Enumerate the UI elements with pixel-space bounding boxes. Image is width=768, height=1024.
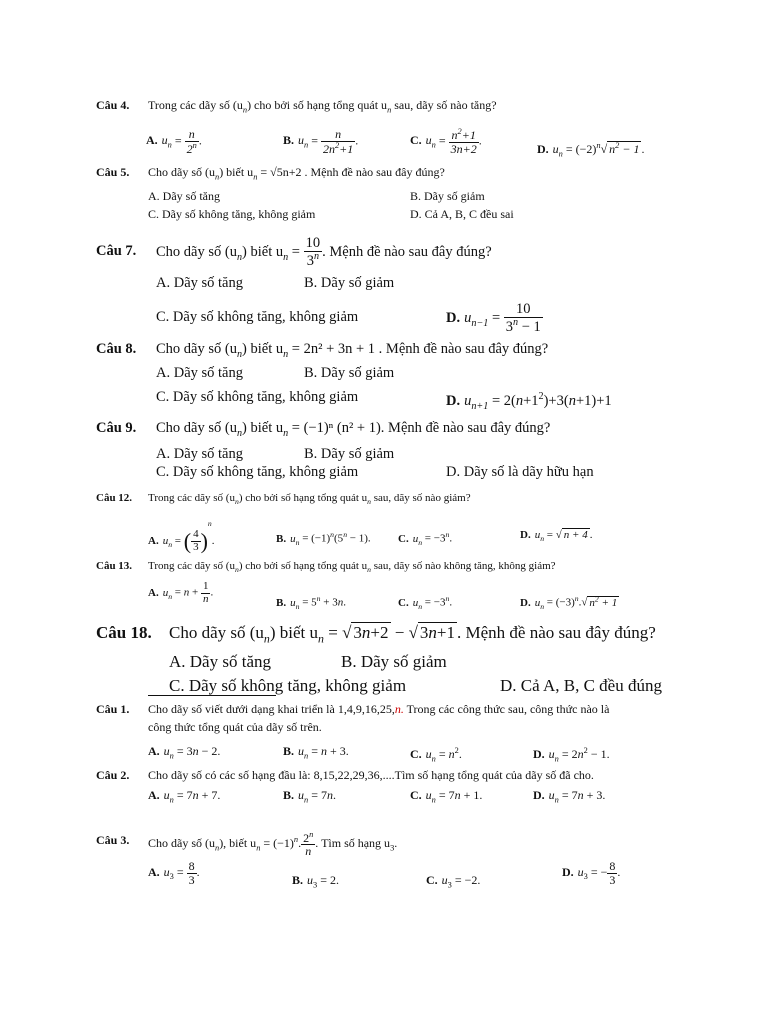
question-label: Câu 3. bbox=[96, 833, 130, 847]
question-stem-line2: công thức tổng quát của dãy số trên. bbox=[148, 720, 322, 734]
option-c[interactable]: C. Dãy số không tăng, không giảm bbox=[169, 676, 407, 695]
option-a[interactable]: A. $u_n$ = ( $\frac{4}{3}$ )$^n$. bbox=[148, 519, 215, 554]
question-12 bbox=[96, 489, 728, 553]
option-b[interactable]: B. Dãy số giảm bbox=[304, 446, 395, 462]
question-4 bbox=[96, 96, 728, 164]
option-c[interactable]: C. Dãy số không tăng, không giảm bbox=[148, 207, 316, 221]
option-b[interactable]: B. Dãy số giảm bbox=[304, 275, 395, 291]
option-d[interactable]: D. Dãy số là dãy hữu hạn bbox=[446, 464, 594, 480]
option-c[interactable]: C. $u_n = -3^n$. bbox=[398, 530, 453, 547]
question-label: Câu 5. bbox=[96, 165, 130, 179]
question-stem: Cho dãy số $(u_n)$ biết $u_n = 2n^2 + 3n + 1$ . Mệnh đề nào sau đây đúng? bbox=[156, 341, 549, 360]
option-d[interactable]: D. $u_n = 7n + 3$. bbox=[533, 788, 606, 805]
question-stem: Cho dãy số có các số hạng đầu là: 8,15,22,29,36,....Tìm số hạng tổng quát của dãy số đã cho. bbox=[148, 768, 594, 782]
option-b[interactable]: B. $u_n = n + 3$. bbox=[283, 744, 349, 761]
option-d[interactable]: D. $u_n = (-2)^n√$ $n^2 - 1$ . bbox=[537, 141, 645, 159]
option-c[interactable]: C. Dãy số không tăng, không giảm bbox=[156, 464, 359, 480]
question-9 bbox=[96, 419, 728, 481]
question-7 bbox=[96, 235, 728, 336]
option-a[interactable]: A. $u_n = n$ + $\frac{1}{n}$ . bbox=[148, 580, 214, 605]
question-label: Câu 4. bbox=[96, 98, 130, 112]
question-stem: Trong các dãy số $(u_n)$ cho bởi số hạng tổng quát $u_n$ sau, dãy số nào giảm? bbox=[148, 492, 471, 507]
question-stem: Cho dãy số $(u_n)$ biết $u_n = (-1)^n$ (n² + 1). Mệnh đề nào sau đây đúng? bbox=[156, 420, 551, 439]
option-b[interactable]: B. Dãy số giảm bbox=[341, 652, 447, 671]
option-c[interactable]: C. $u_n$ = $\frac{n^2+1}{3n+2}$ . bbox=[410, 127, 482, 156]
underline-mark bbox=[148, 695, 276, 696]
question-stem: Cho dãy số $(u_n)$, biết $u_n = (-1)^n$. $\frac{2^n}{n}$ . Tìm số hạng $u_3$. bbox=[148, 829, 398, 859]
option-d[interactable]: D. $u_{n-1}$ = $\frac{10}{3^n - 1}$ bbox=[446, 301, 541, 336]
question-label: Câu 9. bbox=[96, 420, 137, 436]
option-c[interactable]: C. $u_n = -3^n$. bbox=[398, 594, 453, 611]
question-label: Câu 13. bbox=[96, 560, 133, 572]
option-a[interactable]: A. Dãy số tăng bbox=[169, 652, 271, 671]
option-a[interactable]: A. $u_3$ = $\frac{8}{3}$ . bbox=[148, 859, 200, 887]
option-b[interactable]: B. Dãy số giảm bbox=[304, 365, 395, 381]
question-label: Câu 12. bbox=[96, 492, 133, 504]
option-b[interactable]: B. $u_n = 5^n + 3n$. bbox=[276, 594, 346, 611]
question-2 bbox=[96, 766, 728, 804]
option-b[interactable]: B. Dãy số giảm bbox=[410, 189, 485, 203]
question-label: Câu 1. bbox=[96, 702, 130, 716]
question-5 bbox=[96, 163, 728, 223]
option-d[interactable]: D. $u_n = (-3)^n.√$ $n^2 + 1$ bbox=[520, 594, 618, 611]
option-a[interactable]: A. Dãy số tăng bbox=[156, 275, 243, 291]
option-b[interactable]: B. $u_n$ = $\frac{n}{2n^2+1}$ . bbox=[283, 127, 359, 156]
option-a[interactable]: A. Dãy số tăng bbox=[156, 446, 243, 462]
question-stem: Cho dãy số viết dưới dạng khai triển là 1,4,9,16,25,n. Trong các công thức sau, công thức nào là bbox=[148, 702, 610, 716]
option-b[interactable]: B. $u_3 = 2$. bbox=[292, 873, 339, 890]
question-label: Câu 7. bbox=[96, 243, 137, 259]
option-b[interactable]: B. $u_n = 7n$. bbox=[283, 788, 336, 805]
option-a[interactable]: A. $u_n = 7n + 7$. bbox=[148, 788, 221, 805]
question-18 bbox=[96, 620, 728, 698]
question-1 bbox=[96, 700, 728, 764]
option-d[interactable]: D. Cả A, B, C đều đúng bbox=[500, 676, 662, 695]
option-c[interactable]: C. Dãy số không tăng, không giảm bbox=[156, 309, 359, 325]
question-3 bbox=[96, 822, 728, 900]
question-stem: Cho dãy số $(u_n)$ biết $u_n$ = $\frac{10}{3^n}$ . Mệnh đề nào sau đây đúng? bbox=[156, 235, 492, 270]
question-label: Câu 2. bbox=[96, 768, 130, 782]
option-c[interactable]: C. Dãy số không tăng, không giảm bbox=[156, 389, 359, 405]
option-a[interactable]: A. Dãy số tăng bbox=[156, 365, 243, 381]
option-d[interactable]: D. $u_n = 2n^2 - 1$. bbox=[533, 746, 610, 764]
option-a[interactable]: A. $u_n = 3n - 2$. bbox=[148, 744, 221, 761]
question-8 bbox=[96, 340, 728, 412]
option-a[interactable]: A. $u_n$ = $\frac{n}{2^n}$ . bbox=[146, 127, 202, 156]
question-stem: Cho dãy số $(u_n)$ biết $u_n$ = √ 3n+2 − √ 3n+1 . Mệnh đề nào sau đây đúng? bbox=[169, 623, 656, 646]
option-c[interactable]: C. $u_n = 7n + 1$. bbox=[410, 788, 483, 805]
option-d[interactable]: D. $u_n$ = √ n + 4 . bbox=[520, 529, 593, 544]
option-c[interactable]: C. $u_n = n^2$. bbox=[410, 746, 462, 764]
question-label: Câu 18. bbox=[96, 623, 152, 642]
answer-row bbox=[96, 128, 728, 164]
question-stem: Trong các dãy số $(u_n)$ cho bởi số hạng tổng quát $u_n$ sau, dãy số nào tăng? bbox=[148, 98, 497, 115]
option-d[interactable]: D. Cả A, B, C đều sai bbox=[410, 207, 514, 221]
question-stem: Cho dãy số $(u_n)$ biết $u_n = √5n+2$ . Mệnh đề nào sau đây đúng? bbox=[148, 165, 445, 182]
option-b[interactable]: B. $u_n = (-1)^n(5^n - 1)$. bbox=[276, 530, 371, 547]
question-stem: Trong các dãy số $(u_n)$ cho bởi số hạng tổng quát $u_n$ sau, dãy số nào không tăng, không giảm? bbox=[148, 560, 556, 575]
option-a[interactable]: A. Dãy số tăng bbox=[148, 189, 220, 203]
option-c[interactable]: C. $u_3 = -2$. bbox=[426, 873, 481, 890]
option-d[interactable]: D. $u_3$ = − $\frac{8}{3}$ . bbox=[562, 859, 621, 887]
question-13 bbox=[96, 557, 728, 615]
question-label: Câu 8. bbox=[96, 341, 137, 357]
option-d[interactable]: D. $u_{n+1} = 2(n+1^2)+3(n+1)+1$ bbox=[446, 391, 612, 412]
